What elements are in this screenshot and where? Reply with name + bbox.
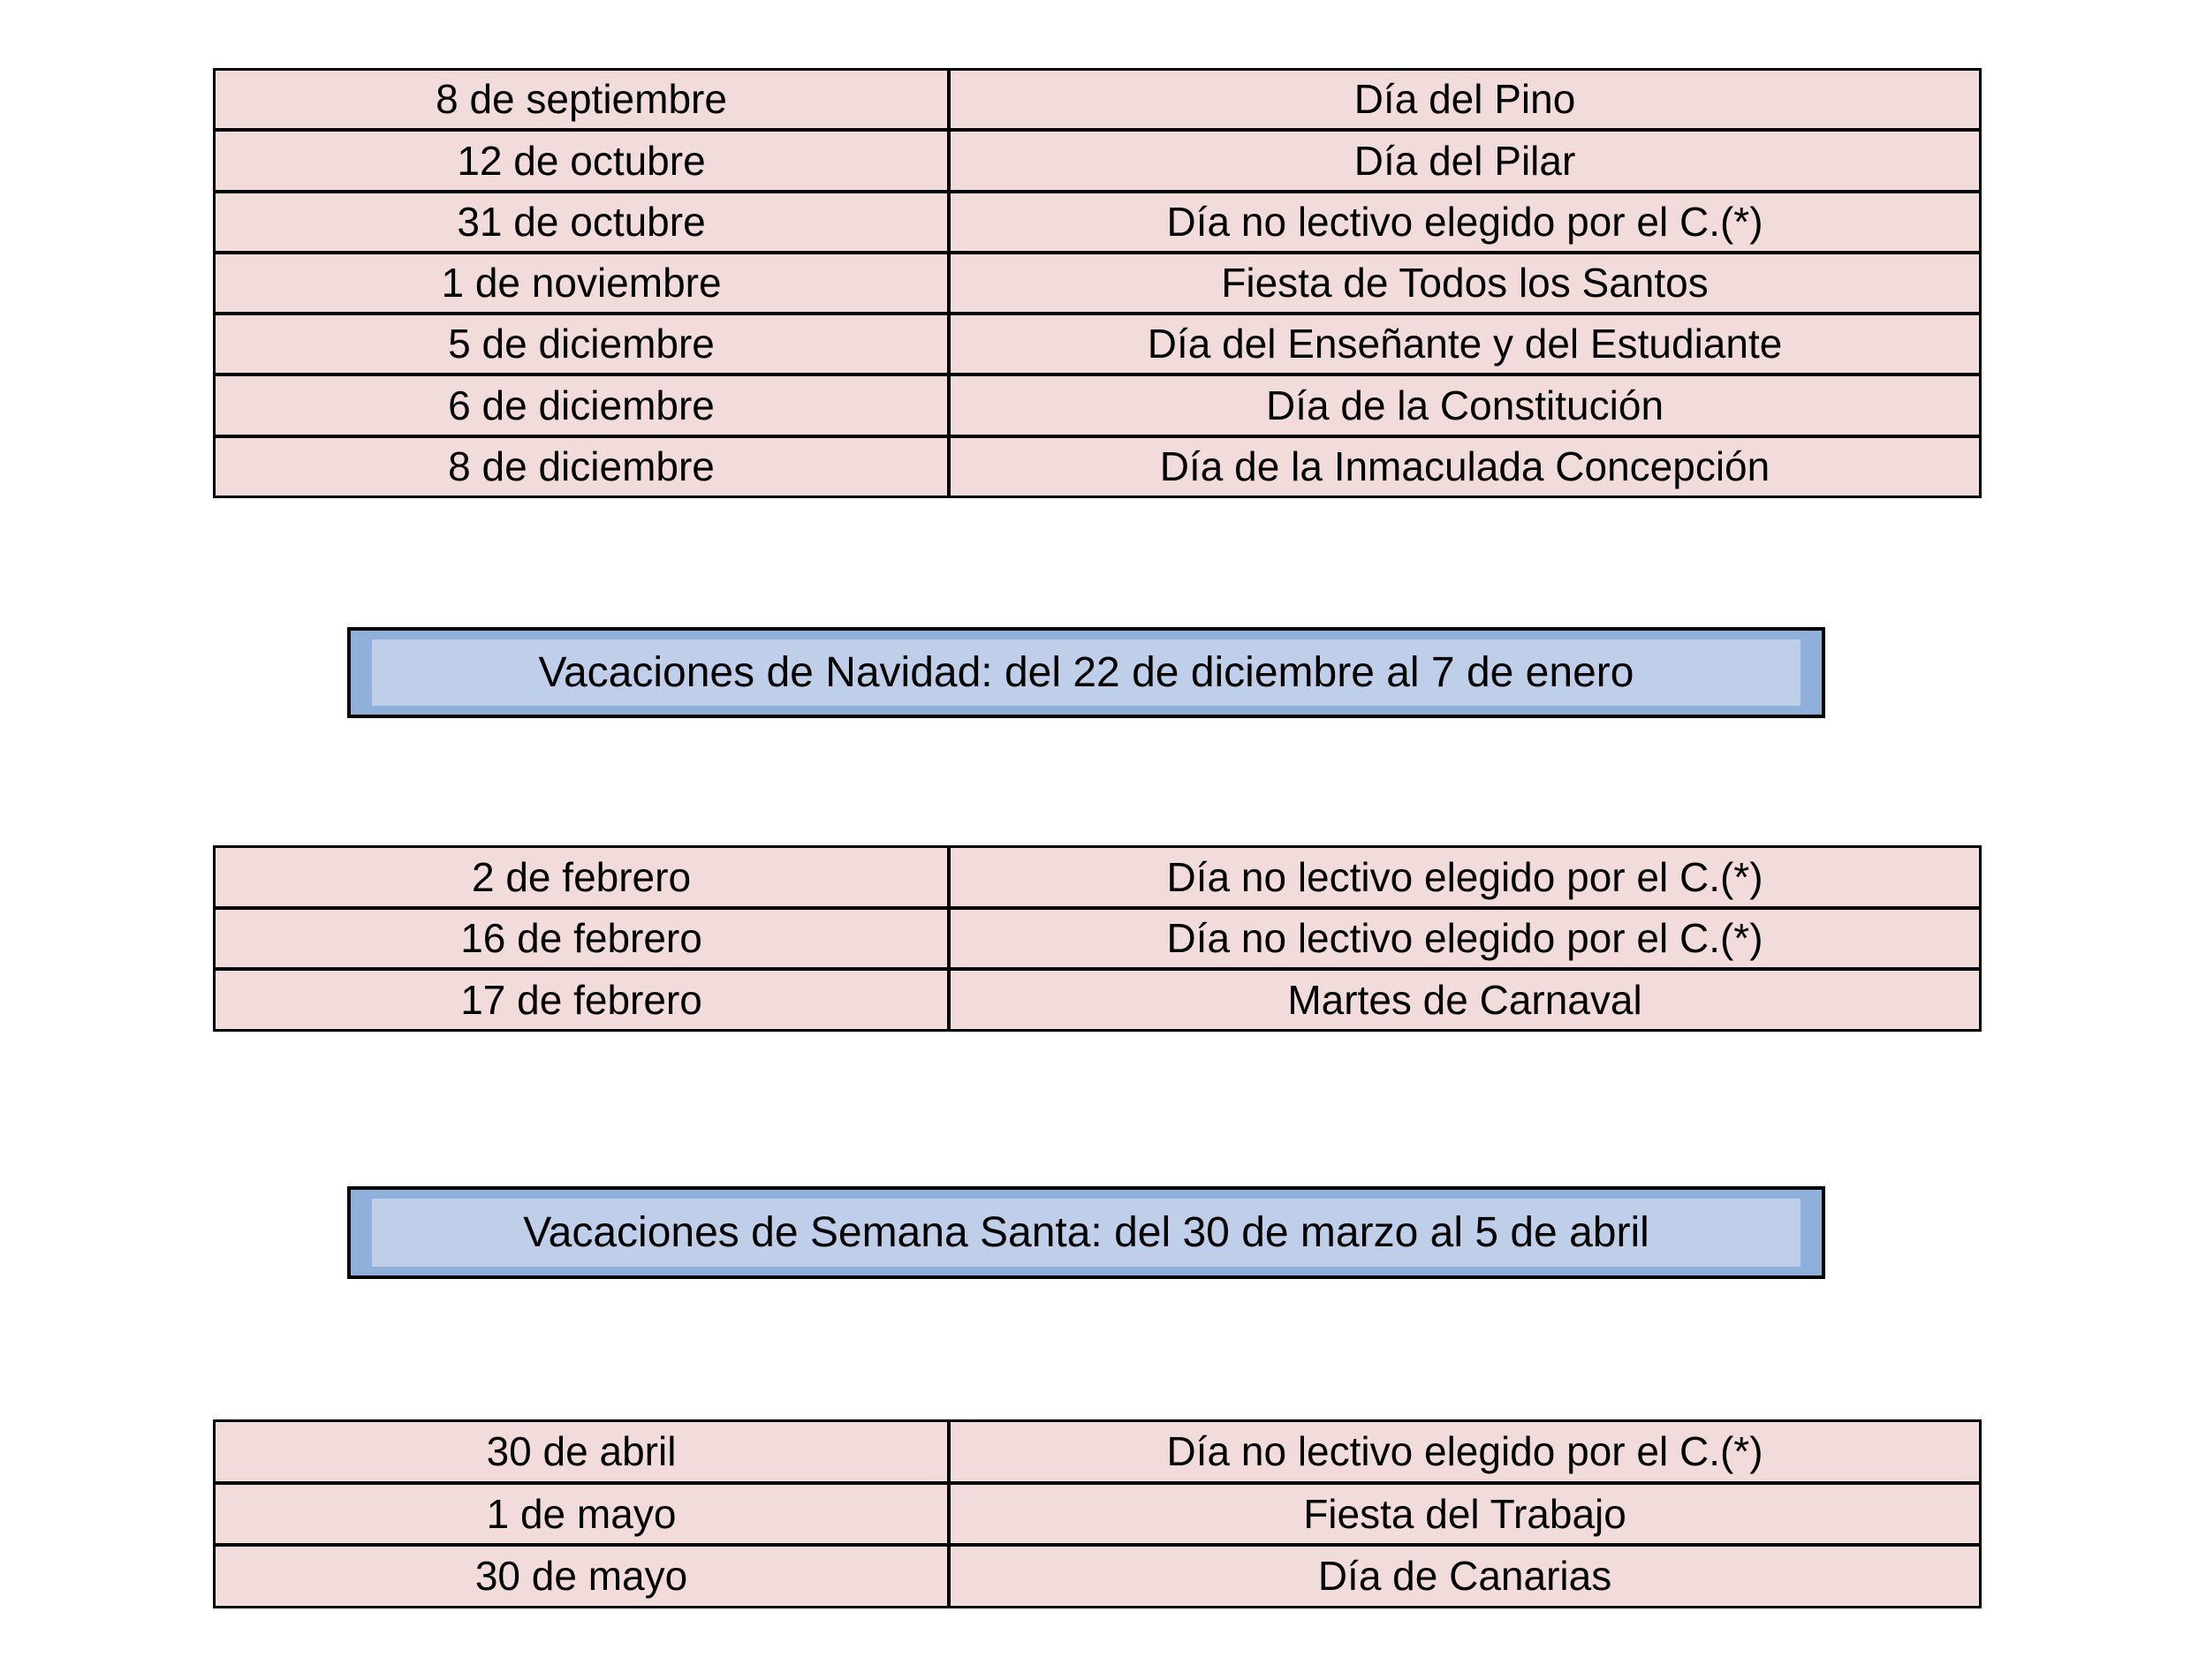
holiday-cell: Día del Enseñante y del Estudiante [949,314,1981,375]
holiday-cell: Día del Pino [949,69,1981,130]
date-cell: 8 de septiembre [214,69,949,130]
date-cell: 30 de mayo [214,1545,949,1608]
date-cell: 5 de diciembre [214,314,949,375]
date-cell: 8 de diciembre [214,436,949,497]
holiday-cell: Fiesta del Trabajo [949,1483,1981,1546]
date-cell: 1 de noviembre [214,253,949,314]
date-cell: 6 de diciembre [214,375,949,435]
table-row [214,69,1981,130]
table-row [214,130,1981,191]
table-row [214,375,1981,435]
date-cell: 17 de febrero [214,969,949,1031]
table-row [214,1545,1981,1608]
table-row [214,192,1981,253]
table-row [214,314,1981,375]
holiday-cell: Día no lectivo elegido por el C.(*) [949,908,1981,970]
holiday-cell: Día del Pilar [949,130,1981,191]
date-cell: 1 de mayo [214,1483,949,1546]
date-cell: 30 de abril [214,1420,949,1483]
holiday-cell: Día de la Inmaculada Concepción [949,436,1981,497]
holiday-cell: Martes de Carnaval [949,969,1981,1031]
table-row [214,969,1981,1031]
holiday-cell: Día no lectivo elegido por el C.(*) [949,1420,1981,1483]
christmas-vacation-banner [347,627,1825,718]
table-row [214,1420,1981,1483]
table-row [214,846,1981,908]
table-row [214,1483,1981,1546]
table-row [214,253,1981,314]
banner-text: Vacaciones de Navidad: del 22 de diciembre al 7 de enero [372,639,1801,706]
table-row [214,908,1981,970]
date-cell: 12 de octubre [214,130,949,191]
easter-vacation-banner [347,1186,1825,1279]
date-cell: 16 de febrero [214,908,949,970]
holiday-cell: Fiesta de Todos los Santos [949,253,1981,314]
autumn-holidays-table [213,68,1982,498]
holiday-table [213,1419,1982,1608]
banner-text: Vacaciones de Semana Santa: del 30 de marzo al 5 de abril [372,1199,1801,1267]
holiday-cell: Día de la Constitución [949,375,1981,435]
holiday-cell: Día de Canarias [949,1545,1981,1608]
date-cell: 31 de octubre [214,192,949,253]
date-cell: 2 de febrero [214,846,949,908]
holiday-table [213,68,1982,498]
holiday-cell: Día no lectivo elegido por el C.(*) [949,192,1981,253]
table-row [214,436,1981,497]
spring-holidays-table [213,1419,1982,1608]
winter-holidays-table [213,845,1982,1032]
holiday-cell: Día no lectivo elegido por el C.(*) [949,846,1981,908]
holiday-table [213,845,1982,1032]
